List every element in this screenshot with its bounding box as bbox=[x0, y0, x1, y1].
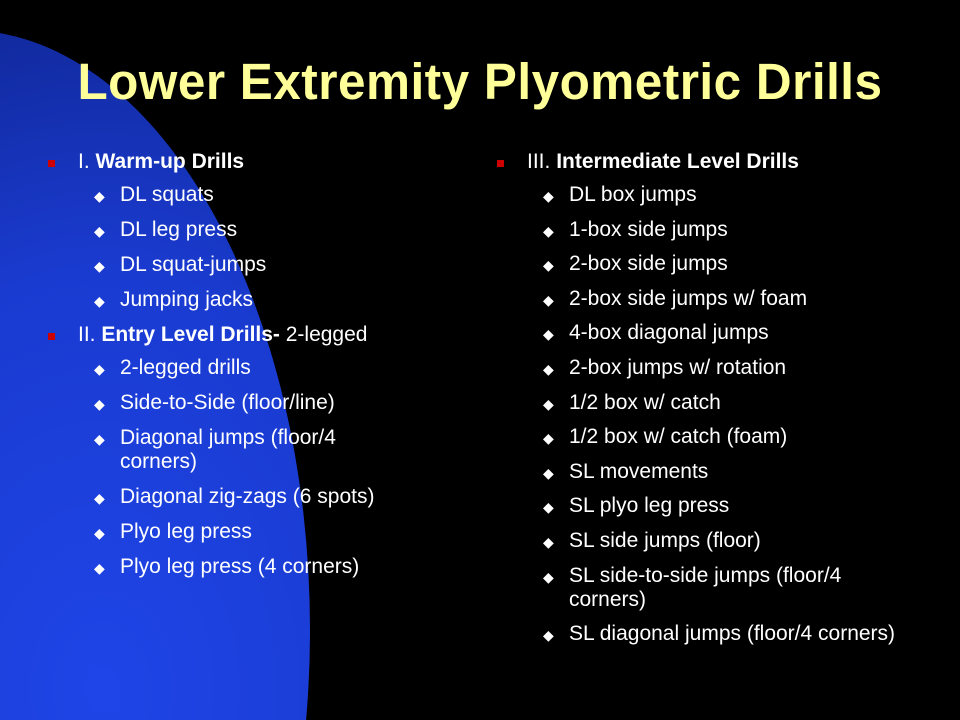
list-item bbox=[48, 183, 408, 207]
list-item-label: 1-box side jumps bbox=[569, 217, 728, 241]
section-subtitle: 2-legged bbox=[279, 323, 368, 346]
slide-title: Lower Extremity Plyometric Drills bbox=[77, 53, 883, 110]
left-column bbox=[48, 150, 408, 590]
diamond-bullet-icon: ◆ bbox=[94, 397, 105, 413]
diamond-bullet-icon: ◆ bbox=[543, 292, 554, 309]
list-item-label: SL side jumps (floor) bbox=[569, 528, 761, 552]
list-item-label: Diagonal jumps (floor/4 corners) bbox=[120, 426, 336, 473]
list-item bbox=[48, 555, 408, 579]
diamond-bullet-icon: ◆ bbox=[543, 628, 554, 645]
diamond-bullet-icon: ◆ bbox=[94, 294, 105, 310]
list-item-label: SL side-to-side jumps (floor/4 corners) bbox=[569, 563, 842, 611]
diamond-bullet-icon: ◆ bbox=[543, 327, 554, 344]
list-item bbox=[48, 288, 408, 312]
diamond-bullet-icon: ◆ bbox=[543, 534, 554, 551]
diamond-bullet-icon: ◆ bbox=[94, 362, 105, 378]
diamond-bullet-icon: ◆ bbox=[543, 361, 554, 378]
list-item-label: DL squat-jumps bbox=[120, 253, 267, 276]
red-square-bullet-icon bbox=[48, 160, 55, 167]
diamond-bullet-icon: ◆ bbox=[94, 189, 105, 205]
diamond-bullet-icon: ◆ bbox=[543, 431, 554, 448]
list-item-label: 1/2 box w/ catch (foam) bbox=[569, 425, 788, 449]
list-item-label: DL box jumps bbox=[569, 183, 697, 206]
diamond-bullet-icon: ◆ bbox=[94, 432, 105, 448]
list-item-label: 2-box side jumps bbox=[569, 252, 728, 276]
list-item-label: 1/2 box w/ catch bbox=[569, 390, 721, 414]
list-item bbox=[497, 425, 897, 449]
diamond-bullet-icon: ◆ bbox=[543, 500, 554, 517]
diamond-bullet-icon: ◆ bbox=[543, 189, 554, 205]
diamond-bullet-icon: ◆ bbox=[543, 569, 554, 586]
list-item-label: SL movements bbox=[569, 459, 709, 483]
section-number: I. bbox=[78, 150, 96, 173]
section-title: Warm-up Drills bbox=[95, 150, 245, 173]
section-title: Intermediate Level Drills bbox=[556, 150, 799, 173]
list-item bbox=[497, 460, 897, 484]
list-item-label: 4-box diagonal jumps bbox=[569, 321, 769, 345]
diamond-bullet-icon: ◆ bbox=[543, 223, 554, 240]
section-heading bbox=[48, 150, 408, 174]
list-item-label: 2-box side jumps w/ foam bbox=[569, 286, 808, 310]
list-item bbox=[497, 183, 897, 207]
list-item bbox=[497, 356, 897, 380]
list-item-label: 2-legged drills bbox=[120, 356, 251, 379]
list-item-label: Plyo leg press (4 corners) bbox=[120, 555, 360, 578]
list-item bbox=[48, 426, 408, 474]
diamond-bullet-icon: ◆ bbox=[94, 259, 105, 275]
list-item-label: SL plyo leg press bbox=[569, 494, 730, 518]
right-column bbox=[497, 150, 897, 657]
list-item bbox=[497, 252, 897, 276]
list-item bbox=[497, 321, 897, 345]
list-item-label: Side-to-Side (floor/line) bbox=[120, 391, 335, 414]
list-item-label: 2-box jumps w/ rotation bbox=[569, 355, 787, 379]
diamond-bullet-icon: ◆ bbox=[543, 258, 554, 275]
diamond-bullet-icon: ◆ bbox=[543, 396, 554, 413]
list-item bbox=[48, 218, 408, 242]
list-item-label: Plyo leg press bbox=[120, 520, 252, 543]
list-item bbox=[497, 494, 897, 518]
list-item bbox=[48, 485, 408, 509]
red-square-bullet-icon bbox=[48, 333, 55, 340]
list-item bbox=[497, 622, 897, 646]
list-item bbox=[497, 391, 897, 415]
diamond-bullet-icon: ◆ bbox=[94, 561, 105, 577]
list-item-label: Jumping jacks bbox=[120, 288, 254, 311]
list-item bbox=[48, 520, 408, 544]
section-title: Entry Level Drills- bbox=[101, 323, 280, 346]
list-item bbox=[48, 253, 408, 277]
list-item-label: DL squats bbox=[120, 183, 214, 206]
red-square-bullet-icon bbox=[497, 160, 504, 167]
list-item-label: SL diagonal jumps (floor/4 corners) bbox=[569, 622, 896, 646]
list-item-label: Diagonal zig-zags (6 spots) bbox=[120, 485, 375, 508]
section-heading bbox=[48, 323, 408, 347]
list-item bbox=[48, 391, 408, 415]
section-number: III. bbox=[527, 150, 557, 173]
diamond-bullet-icon: ◆ bbox=[94, 491, 105, 507]
list-item bbox=[497, 287, 897, 311]
diamond-bullet-icon: ◆ bbox=[543, 465, 554, 482]
list-item-label: DL leg press bbox=[120, 218, 238, 241]
list-item bbox=[48, 356, 408, 380]
diamond-bullet-icon: ◆ bbox=[94, 526, 105, 542]
list-item bbox=[497, 218, 897, 242]
list-item bbox=[497, 529, 897, 553]
list-item bbox=[497, 564, 897, 612]
section-heading bbox=[497, 150, 897, 174]
diamond-bullet-icon: ◆ bbox=[94, 224, 105, 240]
section-number: II. bbox=[78, 323, 102, 346]
